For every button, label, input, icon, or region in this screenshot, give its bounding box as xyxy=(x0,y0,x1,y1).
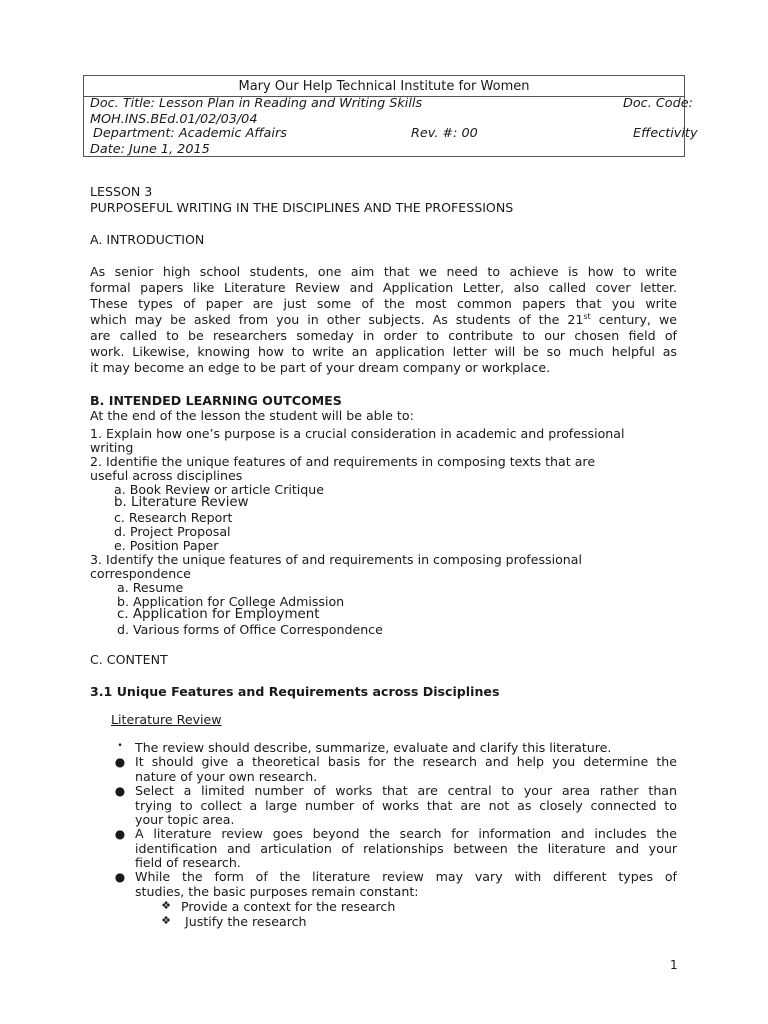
bullet-icon: ● xyxy=(114,784,126,798)
outcome-2b: b. Literature Review xyxy=(114,495,249,510)
bullet-icon: ● xyxy=(114,870,126,884)
subsection-title: Literature Review xyxy=(111,712,222,727)
list-item xyxy=(135,784,677,828)
bullet-icon: ● xyxy=(114,827,126,841)
list-item xyxy=(135,827,677,871)
intro-line: are called to be researchers someday in order to contribute to our chosen field of xyxy=(90,328,677,343)
page-number: 1 xyxy=(670,958,678,972)
list-item-text: studies, the basic purposes remain constant: xyxy=(135,883,419,899)
list-item-text: field of research. xyxy=(135,855,241,870)
doc-title: Doc. Title: Lesson Plan in Reading and Writing Skills xyxy=(90,96,423,111)
intro-line: As senior high school students, one aim that we need to achieve is how to write xyxy=(90,264,677,279)
superscript-st: st xyxy=(583,312,591,321)
doc-code-label: Doc. Code: xyxy=(623,96,693,111)
bullet-icon: ● xyxy=(114,755,126,769)
diamond-bullet-icon: ❖ xyxy=(161,899,171,912)
list-item-text: While the form of the literature review may vary with different types of xyxy=(135,869,677,884)
intro-line: work. Likewise, knowing how to write an application letter will be so much helpful as xyxy=(90,344,677,359)
diamond-bullet-icon: ❖ xyxy=(161,914,171,927)
outcomes-intro: At the end of the lesson the student will be able to: xyxy=(90,408,414,423)
outcome-3: 3. Identify the unique features of and requirements in composing professional xyxy=(90,552,582,567)
introduction-heading: A. INTRODUCTION xyxy=(90,232,205,247)
outcome-2-cont: useful across disciplines xyxy=(90,468,243,483)
outcome-3b: b. Application for College Admission xyxy=(117,594,345,609)
purpose-item: Provide a context for the research xyxy=(181,899,396,914)
outcomes-heading: B. INTENDED LEARNING OUTCOMES xyxy=(90,393,342,408)
outcome-3d: d. Various forms of Office Correspondence xyxy=(117,622,383,637)
outcome-2e: e. Position Paper xyxy=(114,538,219,553)
outcome-2a: a. Book Review or article Critique xyxy=(114,482,325,497)
intro-line xyxy=(90,312,677,328)
list-item xyxy=(135,870,677,899)
document-header xyxy=(83,75,698,157)
doc-code-value: MOH.INS.BEd.01/02/03/04 xyxy=(90,112,258,127)
lesson-number: LESSON 3 xyxy=(90,184,153,199)
list-item-text: identification and articulation of relationships between the literature and your xyxy=(135,840,677,856)
section-title: 3.1 Unique Features and Requirements across Disciplines xyxy=(90,684,500,699)
institute-name: Mary Our Help Technical Institute for Women xyxy=(84,76,684,97)
list-item xyxy=(135,755,677,784)
intro-line: These types of paper are just some of the most common papers that you write xyxy=(90,296,677,311)
list-item-text: trying to collect a large number of works that are not as closely connected to xyxy=(135,797,677,813)
list-item-text: nature of your own research. xyxy=(135,768,318,784)
outcome-1-cont: writing xyxy=(90,440,134,455)
outcome-2c: c. Research Report xyxy=(114,510,233,525)
revision: Rev. #: 00 xyxy=(411,126,478,141)
outcome-2: 2. Identifie the unique features of and requirements in composing texts that are xyxy=(90,454,596,469)
department: Department: Academic Affairs xyxy=(93,126,287,141)
outcome-3a: a. Resume xyxy=(117,580,184,595)
outcome-1: 1. Explain how one’s purpose is a crucial consideration in academic and professional xyxy=(90,426,625,441)
outcome-2d: d. Project Proposal xyxy=(114,524,231,539)
list-item-text: A literature review goes beyond the search for information and includes the xyxy=(135,826,677,841)
outcome-3-cont: correspondence xyxy=(90,566,191,581)
intro-line: formal papers like Literature Review and Application Letter, also called cover letter. xyxy=(90,280,677,295)
list-item-text: It should give a theoretical basis for the research and help you determine the xyxy=(135,754,677,769)
outcome-3c: c. Application for Employment xyxy=(117,607,320,622)
purpose-item: Justify the research xyxy=(185,914,307,929)
lesson-title: PURPOSEFUL WRITING IN THE DISCIPLINES AND THE PROFESSIONS xyxy=(90,200,514,215)
content-heading: C. CONTENT xyxy=(90,652,168,667)
bullet-icon: • xyxy=(117,741,123,751)
intro-line: it may become an edge to be part of your dream company or workplace. xyxy=(90,360,551,375)
list-item-text: The review should describe, summarize, evaluate and clarify this literature. xyxy=(135,740,612,755)
effectivity-label: Effectivity xyxy=(633,126,698,141)
list-item-text: your topic area. xyxy=(135,812,235,827)
introduction-paragraph xyxy=(90,264,677,376)
list-item-text: Select a limited number of works that are central to your area rather than xyxy=(135,783,677,798)
intro-line-part: which may be asked from you in other subjects. As students of the 21 xyxy=(90,312,584,327)
intro-line-part: century, we xyxy=(590,312,677,327)
date: Date: June 1, 2015 xyxy=(90,142,210,157)
